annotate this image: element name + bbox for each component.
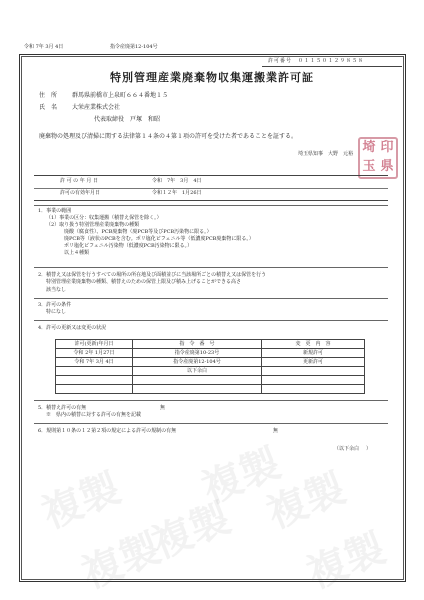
section1-line: 以上４種類: [64, 250, 90, 256]
table-cell: [56, 367, 133, 376]
watermark-text: 複製: [75, 524, 168, 599]
watermark-text: 複製: [35, 464, 128, 539]
permit-number: 許可番号 ０１１５０１２９８５８: [268, 58, 365, 64]
table-header-cell: 変 更 内 容: [262, 340, 365, 349]
divider: [34, 298, 388, 299]
watermark-text: 複製: [260, 464, 353, 539]
divider: [34, 267, 388, 268]
table-row: [56, 367, 365, 376]
header-ref: 指令産廃第12-104号: [110, 44, 158, 50]
section1-line: 廃PCB等（液状のPCBを含む。ポリ塩化ビフェニル等（低濃度PCB廃棄物に限る。）: [64, 236, 254, 242]
table-cell: 指令産廃第12-104号: [133, 358, 262, 367]
table-cell: [56, 385, 133, 394]
permit-date-value: 令和 7年 3月 4日: [152, 178, 202, 184]
table-header-row: [56, 340, 365, 349]
table-header-cell: 指 令 番 号: [133, 340, 262, 349]
name-label: 氏 名: [39, 104, 58, 111]
section1-heading: 1．事業の範囲: [38, 208, 72, 214]
certification-statement: 廃棄物の処理及び清掃に関する法律第１４条の４第１項の許可を受けた者であることを証する。: [39, 133, 298, 140]
section1-line: （1）事業の区分：収集運搬（積替え保管を除く。）: [46, 215, 162, 221]
table-cell: [262, 376, 365, 385]
footer-note: 以下余白: [339, 446, 360, 452]
divider: [34, 205, 388, 206]
section4-heading: 4．許可の更新又は変更の状況: [38, 325, 107, 331]
table-cell: 新規許可: [262, 349, 365, 358]
name-value: 大栄産業株式会社: [72, 104, 121, 111]
section6-heading: 6．規則第１０条の１２第２項の規定による許可の規制の有無: [38, 428, 177, 434]
table-cell: 令和 2年 1月27日: [56, 349, 133, 358]
official-seal: 埼 印 玉 県: [358, 137, 398, 179]
table-row: [56, 376, 365, 385]
header-date: 令和 7年 3月 4日: [24, 44, 64, 50]
table-cell: 更新許可: [262, 358, 365, 367]
section2-line: 2．積替え又は保管を行うすべての場所の所在地及び面積並びに当該場所ごとの積替え又は保管を行う: [38, 272, 267, 278]
section3-value: 特になし: [46, 309, 67, 315]
section3-heading: 3．許可の条件: [38, 302, 72, 308]
history-table: [55, 339, 365, 394]
watermark-text: 複製: [195, 439, 288, 514]
section1-line: 廃酸（腐食性）、PCB廃棄物（廃PCB等及びPCB汚染物に限る。）: [64, 229, 212, 235]
watermark-text: 複製: [145, 494, 238, 569]
table-cell: [56, 376, 133, 385]
permit-date-label: 許 可 の 年 月 日: [60, 178, 98, 184]
table-cell: 以下余白: [133, 367, 262, 376]
table-cell: [133, 385, 262, 394]
table-row: [56, 349, 365, 358]
divider: [34, 320, 388, 321]
table-row: [56, 358, 365, 367]
table-header-cell: 許可(更新)年月日: [56, 340, 133, 349]
section5-value: 無: [160, 405, 166, 411]
table-cell: 指令産廃第10-23号: [133, 349, 262, 358]
page-title: 特別管理産業廃棄物収集運搬業許可証: [110, 71, 314, 84]
watermark-text: 複製: [300, 524, 393, 599]
table-cell: [262, 367, 365, 376]
divider: [34, 423, 388, 424]
table-cell: [262, 385, 365, 394]
address-value: 群馬県前橋市上泉町６６４番地１５: [72, 92, 169, 99]
address-label: 住 所: [39, 92, 58, 99]
section5-note: ※ 県内の積替に対する許可の有無を記載: [46, 412, 142, 418]
expiry-date-label: 許可の有効年月日: [60, 190, 101, 196]
table-cell: [133, 376, 262, 385]
section2-value: 該当なし: [46, 287, 67, 293]
section2-line: 特別管理産業廃棄物の種類、積替えのための保管上限及び積み上げることができる高さ: [46, 279, 242, 285]
section5-heading: 5．積替え許可の有無: [38, 405, 87, 411]
footer-note-close: ）: [366, 446, 372, 452]
section1-line: （2）取り扱う特別管理産業廃棄物の種類: [46, 222, 140, 228]
divider: [34, 400, 388, 401]
representative: 代表取締役 戸塚 和昭: [94, 116, 161, 123]
section1-line: ポリ塩化ビフェニル汚染物（低濃度PCB汚染物に限る。）: [64, 243, 193, 249]
footer-note-open: （: [334, 446, 340, 452]
table-cell: 令和 7年 3月 4日: [56, 358, 133, 367]
table-row: [56, 385, 365, 394]
expiry-date-value: 令和１２年 1月26日: [152, 190, 202, 196]
issuer: 埼玉県知事 大野 元裕: [298, 151, 354, 157]
section6-value: 無: [273, 428, 279, 434]
